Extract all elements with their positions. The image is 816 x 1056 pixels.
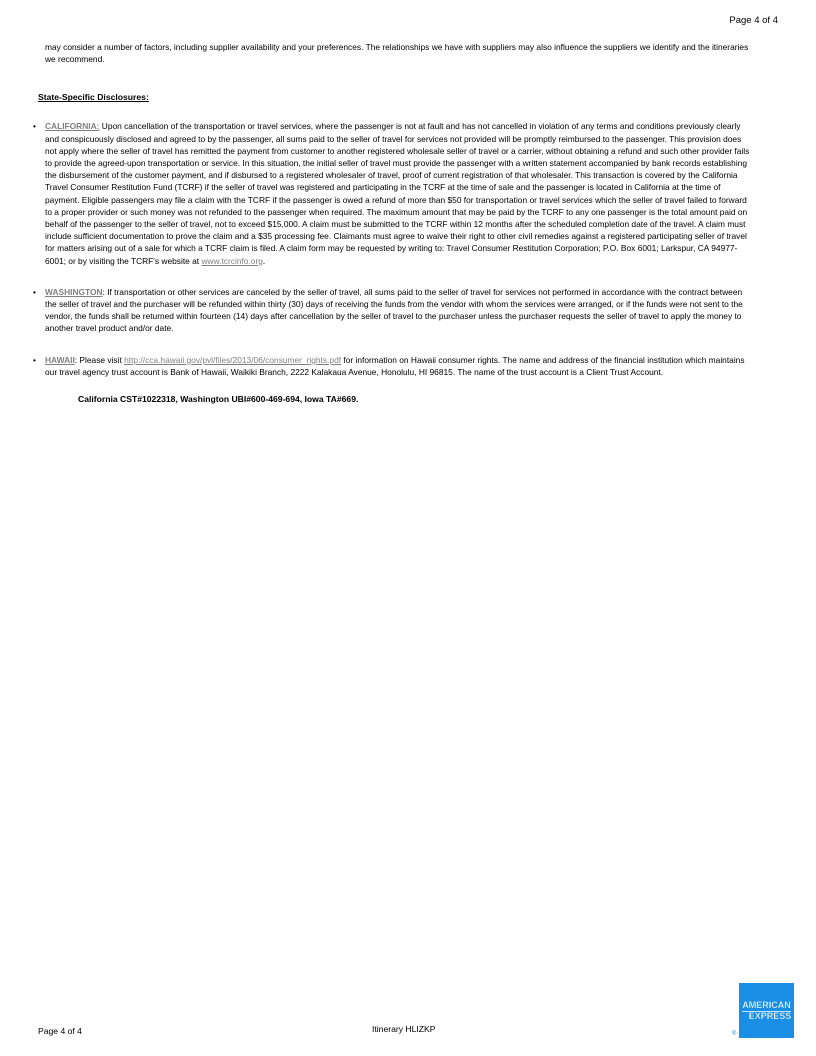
hawaii-consumer-rights-link[interactable]: http://cca.hawaii.gov/pvl/files/2013/06/consumer_rights.pdf: [124, 354, 342, 365]
footer-page-number: Page 4 of 4: [38, 1026, 82, 1036]
tcrf-website-link[interactable]: www.tcrcinfo.org: [201, 255, 263, 266]
logo-text-express: EXPRESS: [748, 1011, 792, 1021]
washington-link[interactable]: WASHINGTON: [45, 286, 103, 297]
license-numbers: California CST#1022318, Washington UBI#600-469-694, Iowa TA#669.: [78, 394, 359, 405]
hawaii-text-after: for information on Hawaii consumer rights. The name and address of the financial institution which maintains our travel agency trust account is Bank of Hawaii, Waikiki Branch, 2222 Kalakaua Avenue, Honolulu, HI 96815. The name of the trust account is a Client Trust Account.: [45, 354, 745, 377]
disclosure-hawaii: [33, 354, 755, 378]
section-heading: State-Specific Disclosures:: [38, 92, 149, 103]
footer-itinerary: Itinerary HLIZKP: [372, 1024, 436, 1034]
bullet: •: [33, 286, 36, 297]
california-link[interactable]: CALIFORNIA:: [45, 121, 100, 132]
hawaii-text-before: : Please visit: [74, 354, 125, 365]
disclosure-washington: [33, 286, 755, 335]
california-text: Upon cancellation of the transportation or travel services, where the passenger is not at fault and has not cancelled in violation of any terms and conditions previously clearly and conspicuously disclosed and agreed to by the passenger, all sums paid to the seller of travel for services not provided will be promptly reimbursed to the passenger. This provision does not apply where the seller of travel has remitted the payment from customer to another registered wholesale seller of travel or a carrier, without obtaining a refund and such other provider fails to provide the agreed-upon transportation or service. In this situation, the initial seller of travel must provide the passenger with a written statement accompanied by bank records establishing the disbursement of the customer payment, and if disbursed to a registered wholesaler of travel, proof of current registration of that wholesaler. This transaction is covered by the California Travel Consumer Restitution Fund (TCRF) if the seller of travel was registered and participating in the TCRF at the time of sale and the passenger is located in California at the time of payment. Eligible passengers may file a claim with the TCRF if the passenger is owed a refund of more than $50 for transportation or travel services which the seller of travel failed to forward to a proper provider or such money was not refunded to the passenger when required. The maximum amount that may be paid by the TCRF to any one passenger is the total amount paid on behalf of the passenger to the seller of travel, not to exceed $15,000. A claim must be submitted to the TCRF within 12 months after the scheduled completion date of the travel. A claim must include sufficient documentation to prove the claim and a $35 processing fee. Claimants must agree to waive their right to other civil remedies against a registered participating seller of travel for matters arising out of a sale for which a TCRF claim is filed. A claim form may be requested by writing to: Travel Consumer Restitution Corporation; P.O. Box 6001; Larkspur, CA 94977-6001; or by visiting the TCRF's website at: [45, 121, 750, 266]
bullet: •: [33, 354, 36, 365]
document-body: [33, 41, 755, 404]
state-disclosures-list: [33, 120, 755, 378]
intro-paragraph: may consider a number of factors, including supplier availability and your preferences. The relationships we have with suppliers may also influence the suppliers we identify and the itineraries we recommend.: [45, 42, 749, 65]
american-express-logo: [739, 983, 794, 1038]
logo-text-american: AMERICAN: [742, 1000, 791, 1010]
hawaii-link[interactable]: HAWAII: [45, 354, 75, 365]
california-tail: .: [262, 255, 266, 266]
logo-registered-mark: ®: [732, 1031, 737, 1037]
disclosure-california: [33, 120, 755, 266]
header-page-number: Page 4 of 4: [729, 15, 778, 26]
bullet: •: [33, 121, 36, 132]
washington-text: : If transportation or other services are canceled by the seller of travel, all sums paid to the seller of travel for services not performed in accordance with the contract between the seller of travel and the purchaser will be refunded within thirty (30) days of receiving the funds from the vendor with whom the services were arranged, or if the funds were not sent to the vendor, the funds shall be returned within fourteen (14) days after cancellation by the seller of travel to the purchaser unless the purchaser requests the seller of travel to apply the money to another travel product and/or date.: [45, 286, 743, 334]
